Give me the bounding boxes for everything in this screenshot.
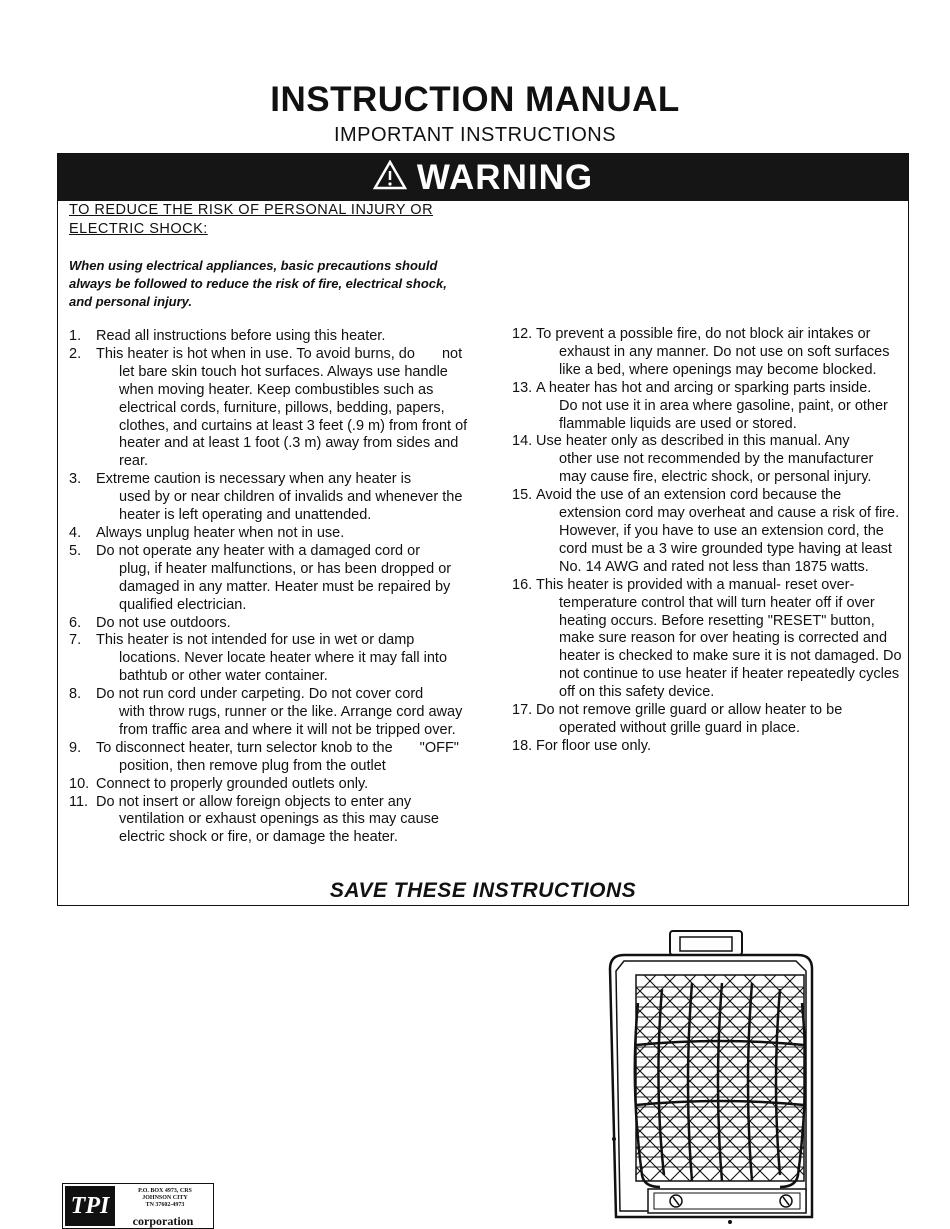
instruction-number: 6. — [69, 614, 82, 631]
instruction-first-line: A heater has hot and arcing or sparking parts inside. — [536, 379, 872, 396]
instruction-number: 11. — [69, 793, 89, 810]
instruction-item — [512, 702, 902, 738]
instruction-first-line: For floor use only. — [536, 737, 651, 754]
instruction-number: 10. — [69, 775, 90, 792]
instruction-continuation: with throw rugs, runner or the like. Arrange cord away from traffic area and where it will not be tripped over. — [119, 704, 463, 738]
instruction-first-line: Do not use outdoors. — [96, 614, 231, 631]
instruction-continuation: operated without grille guard in place. — [559, 719, 801, 736]
instruction-continuation: plug, if heater malfunctions, or has been dropped or damaged in any matter. Heater must be repaired by qualified electrician. — [119, 560, 452, 613]
instruction-continuation: locations. Never locate heater where it may fall into bathtub or other water container. — [119, 650, 448, 685]
instruction-continuation: temperature control that will turn heater off if over heating occurs. Before resetting "RESET" button, make sure reason for over heating is corrected and heater is checked to make sure it is not damaged. Do not continue to use heater if heater repeatedly cycles off on this safety device. — [559, 594, 902, 701]
page-title: INSTRUCTION MANUAL — [270, 80, 680, 119]
instruction-continuation: other use not recommended by the manufacturer may cause fire, electric shock, or personal injury. — [559, 451, 874, 486]
instruction-first-line: Do not run cord under carpeting. Do not cover cord — [96, 686, 424, 703]
instruction-item — [512, 487, 902, 577]
instruction-item — [69, 525, 469, 543]
instruction-continuation: exhaust in any manner. Do not use on soft surfaces like a bed, where openings may become blocked. — [559, 343, 890, 378]
instruction-number: 3. — [69, 471, 82, 488]
instruction-continuation: used by or near children of invalids and whenever the heater is left operating and unattended. — [119, 489, 463, 524]
warning-label: WARNING — [416, 157, 594, 197]
instruction-item — [512, 577, 902, 702]
instruction-continuation: not let bare skin touch hot surfaces. Always use handle when moving heater. Keep combustibles such as electrical cords, furniture, pillows, bedding, papers, clothes, and curtains at least 3 feet (.9 m) from front of heater and at least 1 foot (.3 m) away from sides and rear. — [119, 345, 468, 470]
instruction-number: 5. — [69, 542, 82, 559]
instruction-item — [69, 471, 469, 525]
instruction-number: 1. — [69, 328, 82, 344]
instruction-item — [69, 632, 469, 686]
instruction-first-line: Do not insert or allow foreign objects to enter any — [96, 793, 412, 810]
instruction-first-line: To prevent a possible fire, do not block air intakes or — [536, 326, 871, 342]
instruction-item — [69, 686, 469, 740]
instruction-number: 12. — [512, 326, 533, 342]
warning-box — [57, 153, 909, 906]
instruction-item — [69, 794, 469, 848]
instruction-continuation: ventilation or exhaust openings as this may cause electric shock or fire, or damage the heater. — [119, 811, 439, 846]
instruction-first-line: Do not operate any heater with a damaged cord or — [96, 542, 421, 559]
instruction-first-line: Read all instructions before using this heater. — [96, 328, 386, 344]
instruction-item — [69, 346, 469, 471]
instruction-number: 2. — [69, 345, 82, 362]
instruction-number: 8. — [69, 686, 82, 703]
instruction-number: 13. — [512, 379, 533, 396]
instruction-number: 7. — [69, 632, 82, 649]
page-subtitle: IMPORTANT INSTRUCTIONS — [333, 124, 617, 146]
instruction-first-line: Do not remove grille guard or allow heater to be — [536, 702, 843, 719]
heater-illustration — [600, 925, 822, 1227]
instruction-item — [512, 433, 902, 487]
save-instructions: SAVE THESE INSTRUCTIONS — [329, 879, 637, 902]
warning-triangle-icon — [373, 160, 407, 195]
instruction-item — [512, 738, 902, 756]
instruction-item — [69, 543, 469, 615]
instruction-continuation: Do not use it in area where gasoline, paint, or other flammable liquids are used or stored. — [559, 397, 888, 432]
instruction-item — [69, 615, 469, 633]
instruction-number: 17. — [512, 702, 533, 719]
instruction-first-line: This heater is not intended for use in wet or damp — [96, 632, 415, 649]
instruction-first-line: Always unplug heater when not in use. — [96, 524, 345, 541]
instruction-number: 18. — [512, 737, 533, 754]
precaution-text: When using electrical appliances, basic precautions should always be followed to reduce the risk of fire, electrical shock, and personal injury. — [69, 258, 447, 309]
logo-address: P.O. BOX 4973, CRS JOHNSON CITY TN 37602-4973 — [138, 1188, 192, 1208]
instruction-item — [69, 776, 469, 794]
instruction-first-line: This heater is hot when in use. To avoid burns, do — [96, 345, 415, 362]
instruction-first-line: Extreme caution is necessary when any heater is — [96, 471, 412, 488]
instruction-first-line: Use heater only as described in this manual. Any — [536, 433, 850, 450]
instruction-continuation: extension cord may overheat and cause a risk of fire. However, if you have to use an extension cord, the cord must be a 3 wire grounded type having at least No. 14 AWG and rated not less than 1875 watts. — [559, 505, 900, 575]
instruction-item — [512, 326, 902, 380]
instruction-item — [69, 328, 469, 346]
instruction-number: 9. — [69, 739, 82, 756]
instruction-number: 14. — [512, 433, 533, 450]
risk-heading: TO REDUCE THE RISK OF PERSONAL INJURY OR ELECTRIC SHOCK: — [69, 202, 434, 237]
instruction-number: 16. — [512, 576, 533, 593]
instruction-first-line: Avoid the use of an extension cord because the — [536, 487, 842, 504]
instruction-first-line: This heater is provided with a manual- reset over- — [536, 576, 855, 593]
instruction-first-line: To disconnect heater, turn selector knob to the — [96, 739, 393, 756]
instruction-number: 15. — [512, 487, 533, 504]
warning-banner — [58, 154, 908, 201]
logo-corporation: corporation — [132, 1214, 194, 1228]
instruction-continuation: "OFF" position, then remove plug from the outlet — [119, 739, 459, 774]
logo-mark: TPI — [65, 1186, 115, 1226]
instruction-first-line: Connect to properly grounded outlets only. — [96, 775, 369, 792]
instruction-item — [512, 380, 902, 434]
company-logo — [62, 1183, 214, 1229]
instruction-item — [69, 740, 469, 776]
instruction-number: 4. — [69, 524, 82, 541]
instructions-left-column — [69, 328, 469, 847]
instructions-right-column — [512, 326, 902, 756]
